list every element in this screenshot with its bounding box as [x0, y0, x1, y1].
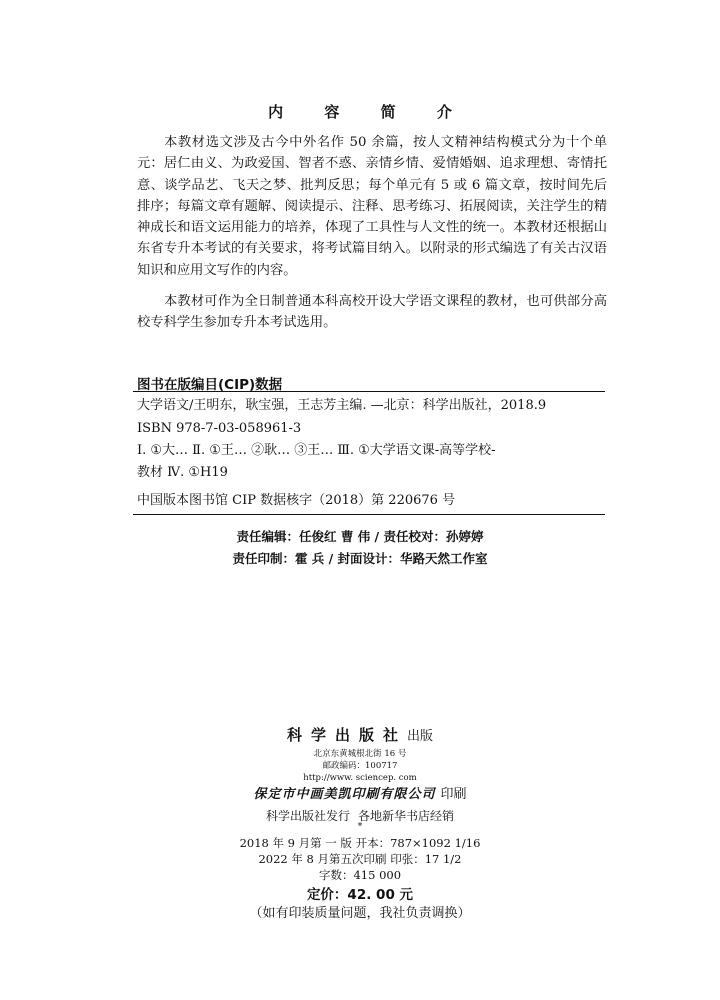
publisher-suffix: 出版	[407, 729, 434, 744]
publisher-postcode: 邮政编码：100717	[322, 761, 398, 771]
printer-line	[0, 783, 720, 802]
intro-text-1: 本教材选文涉及古今中外名作 50 余篇，按人文精神结构模式分为十个单元：居仁由义、为政爱国、智者不惑、亲情乡情、爱情婚姻、追求理想、寄情托意、谈学品艺、飞天之梦、批判反思；每个单元有 5 或 6 篇文章，按时间先后排序；每篇文章有题解、阅读提示、注释、思考练习、拓展阅读，关注学生的精神成长和语文运用能力的培养，体现了工具性与人文性的统一。本教材还根据山东省专升本考试的有关要求，将考试篇目纳入。以附录的形式编选了有关古汉语知识和应用文写作的内容。	[137, 135, 607, 278]
cip-classification: Ⅰ. ①大… Ⅱ. ①王… ②耿… ③王… Ⅲ. ①大学语文课-高等学校-	[137, 443, 496, 458]
edition-line-1: 2018 年 9 月第 一 版 开本：787×1092 1/16	[239, 836, 481, 850]
publisher-address: 北京东黄城根北街 16 号	[313, 749, 407, 759]
intro-paragraph-2	[137, 291, 607, 334]
cip-isbn: ISBN 978-7-03-058961-3	[137, 421, 302, 436]
publisher-name: 科学出版社	[286, 726, 407, 744]
separator-star: *	[357, 822, 363, 832]
cip-classification-cont: 教材 Ⅳ. ①H19	[137, 465, 228, 480]
page-title: 内 容 简 介	[268, 103, 470, 121]
cip-title-line: 大学语文/王明东，耿宝强，王志芳主编. —北京：科学出版社，2018.9	[137, 398, 547, 413]
word-count: 字数：415 000	[318, 868, 402, 882]
credits-editors: 责任编辑：任俊红 曹 伟 / 责任校对：孙婷婷	[236, 529, 484, 544]
intro-paragraph-1	[137, 132, 607, 281]
cip-record-number: 中国版本图书馆 CIP 数据核字（2018）第 220676 号	[137, 493, 456, 508]
distributor: 科学出版社发行	[265, 809, 350, 823]
cip-bottom-rule	[133, 514, 605, 515]
intro-text-2: 本教材可作为全日制普通本科高校开设大学语文课程的教材，也可供部分高校专科学生参加专升本考试选用。	[137, 294, 607, 331]
publisher-url: http://www. sciencep. com	[303, 773, 417, 783]
edition-line-2: 2022 年 8 月第五次印刷 印张：17 1/2	[258, 852, 462, 866]
publisher-line	[0, 724, 720, 745]
printer-suffix: 印刷	[440, 787, 467, 802]
quality-note: （如有印装质量问题，我社负责调换）	[249, 906, 471, 921]
retailer: 各地新华书店经销	[358, 809, 455, 823]
cip-top-rule	[133, 391, 605, 392]
printer-name: 保定市中画美凯印刷有限公司	[253, 787, 436, 802]
cip-heading: 图书在版编目(CIP)数据	[137, 377, 283, 393]
price: 定价：42. 00 元	[306, 887, 414, 903]
credits-production: 责任印制：霍 兵 / 封面设计：华路天然工作室	[232, 551, 488, 566]
publisher-address-block	[0, 748, 720, 784]
